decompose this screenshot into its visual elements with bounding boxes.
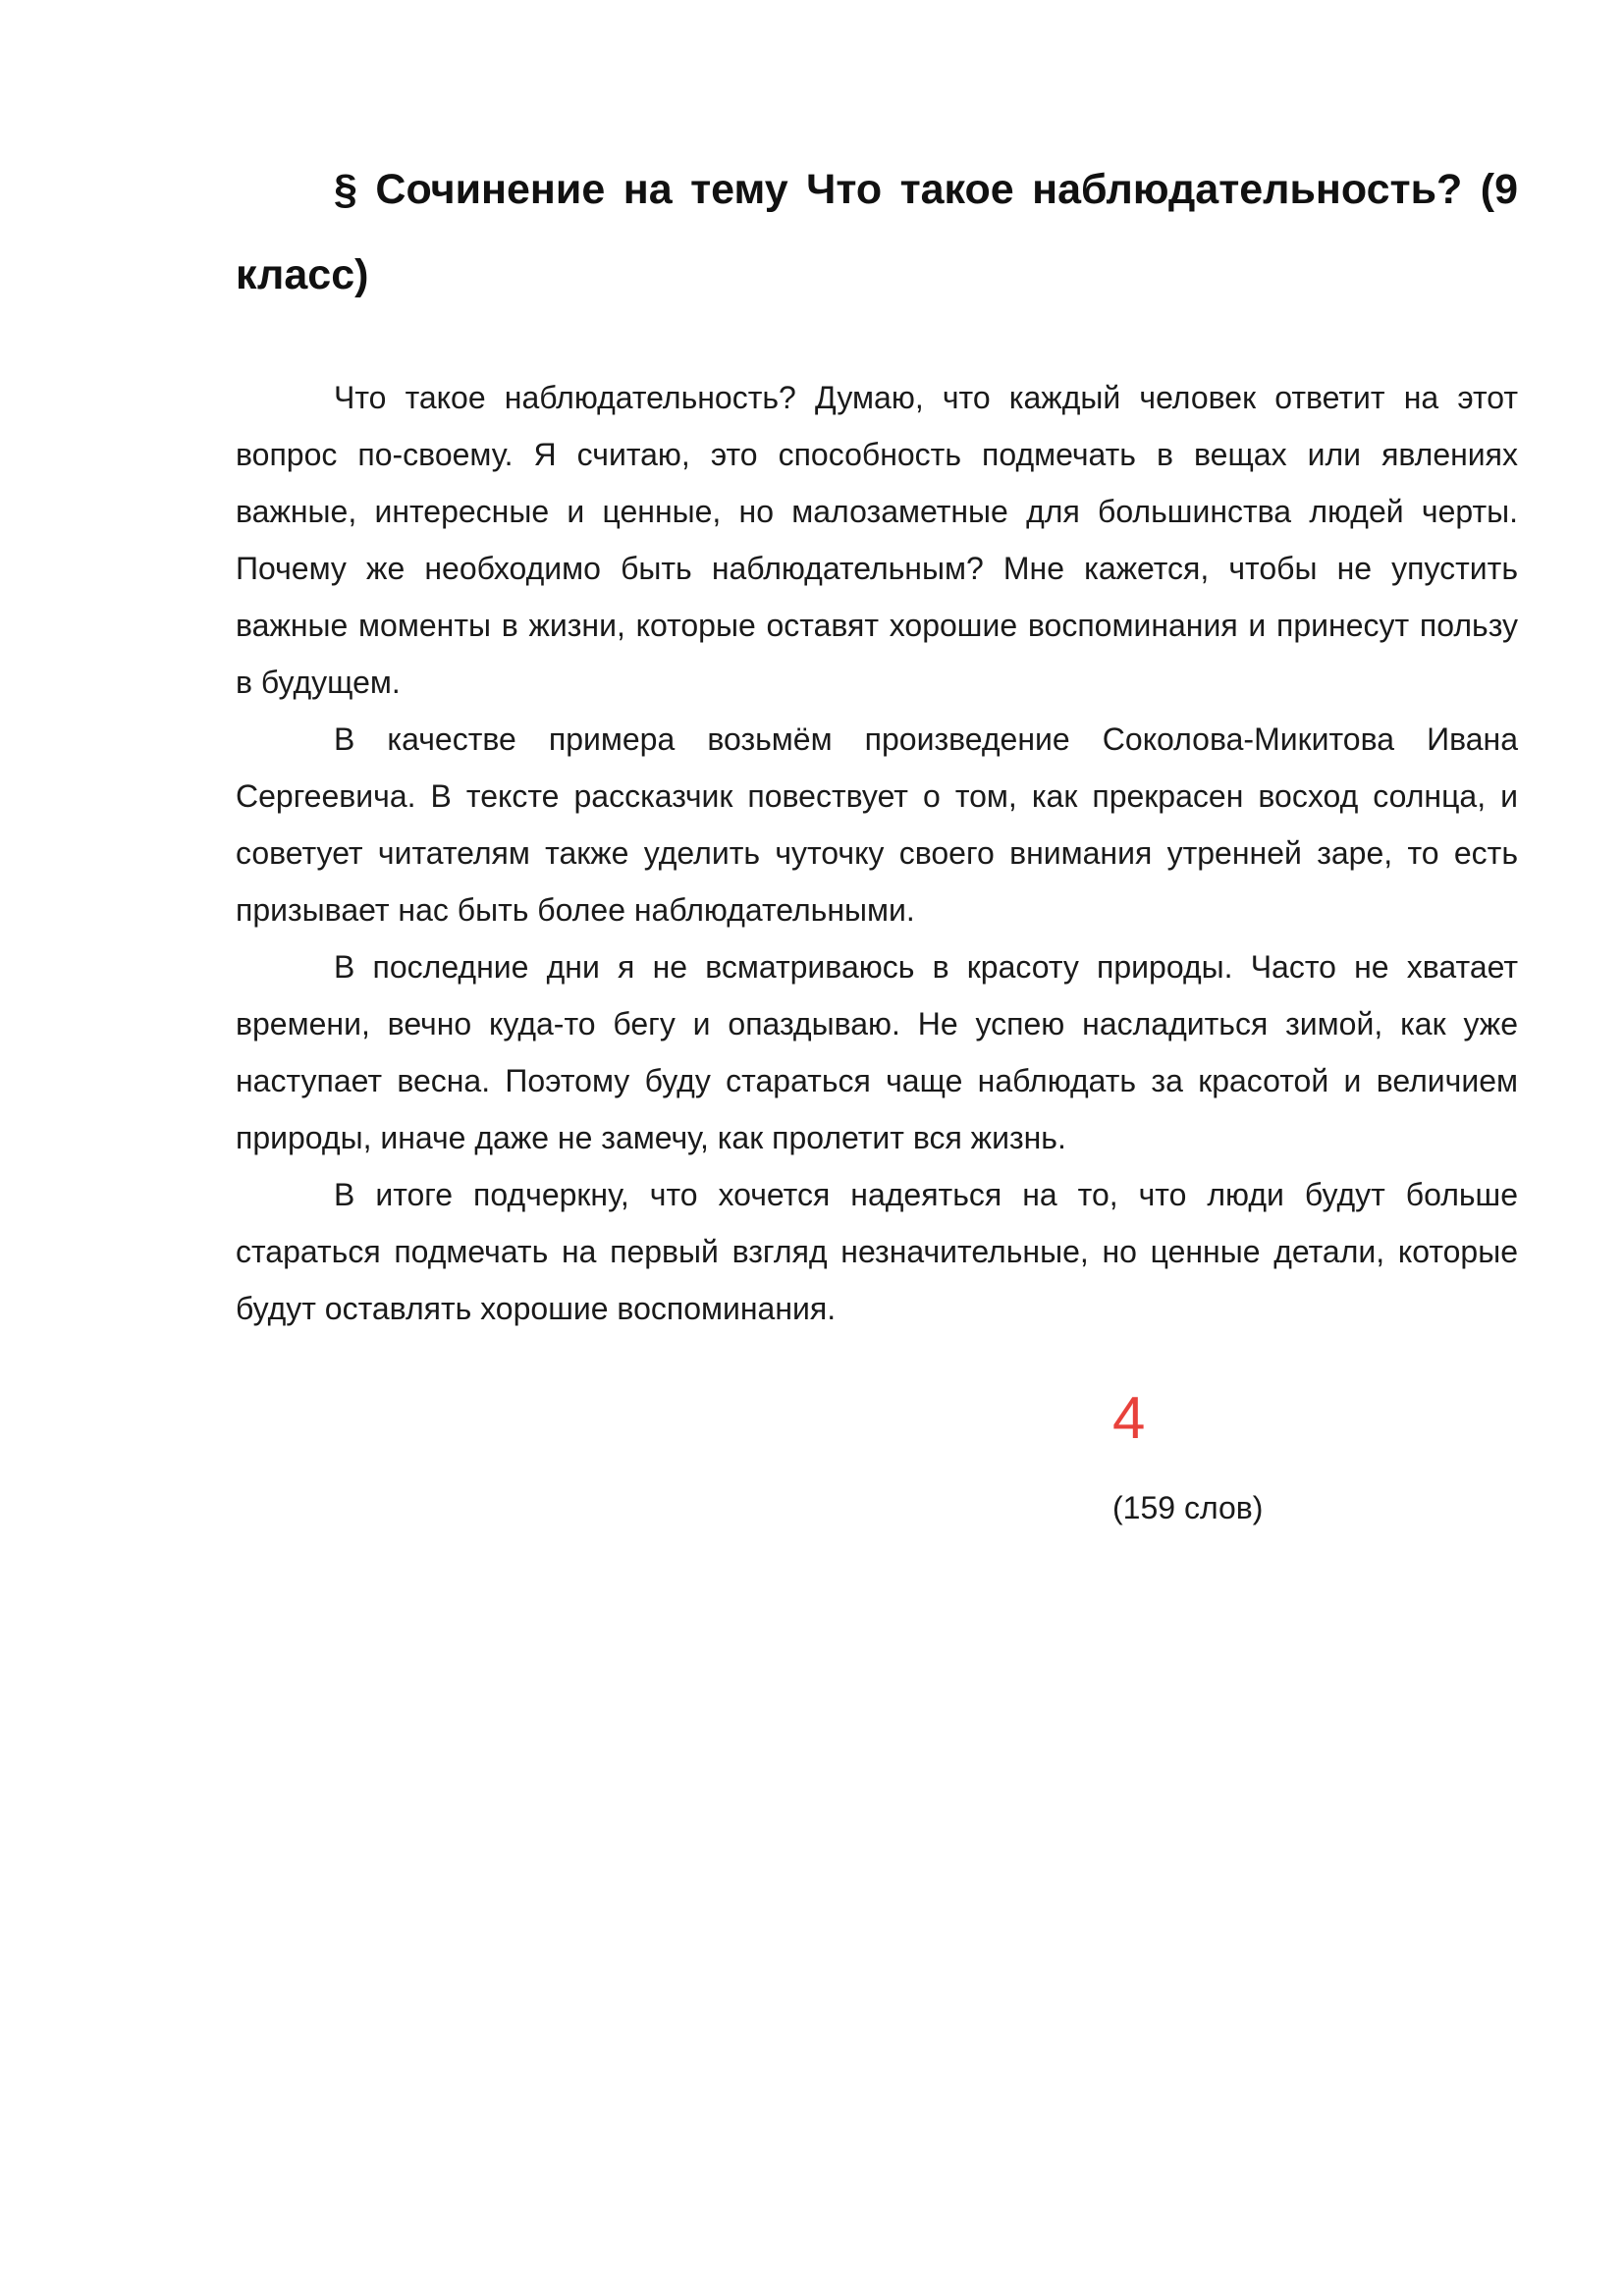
essay-title: § Сочинение на тему Что такое наблюдательность? (9 класс) <box>236 166 1518 298</box>
grade-mark: 4 <box>1112 1385 1146 1451</box>
essay-paragraph-3: В последние дни я не всматриваюсь в красоту природы. Часто не хватает времени, вечно куда-то бегу и опаздываю. Не успею насладиться зимой, как уже наступает весна. Поэтому буду стараться чаще наблюдать за красотой и величием природы, иначе даже не замечу, как пролетит вся жизнь. <box>236 949 1518 1155</box>
essay-paragraph-1: Что такое наблюдательность? Думаю, что каждый человек ответит на этот вопрос по-своему. Я считаю, это способность подмечать в вещах или явлениях важные, интересные и ценные, но малозаметные для большинства людей черты. Почему же необходимо быть наблюдательным? Мне кажется, чтобы не упустить важные моменты в жизни, которые оставят хорошие воспоминания и принесут пользу в будущем. <box>236 380 1518 700</box>
essay-body <box>236 369 1518 1337</box>
essay-paragraph-2: В качестве примера возьмём произведение Соколова-Микитова Ивана Сергеевича. В тексте рассказчик повествует о том, как прекрасен восход солнца, и советует читателям также уделить чуточку своего внимания утренней заре, то есть призывает нас быть более наблюдательными. <box>236 721 1518 928</box>
word-count: (159 слов) <box>1112 1490 1264 1525</box>
essay-content <box>236 147 1518 1337</box>
essay-paragraph-4: В итоге подчеркну, что хочется надеяться на то, что люди будут больше стараться подмечать на первый взгляд незначительные, но ценные детали, которые будут оставлять хорошие воспоминания. <box>236 1177 1518 1326</box>
